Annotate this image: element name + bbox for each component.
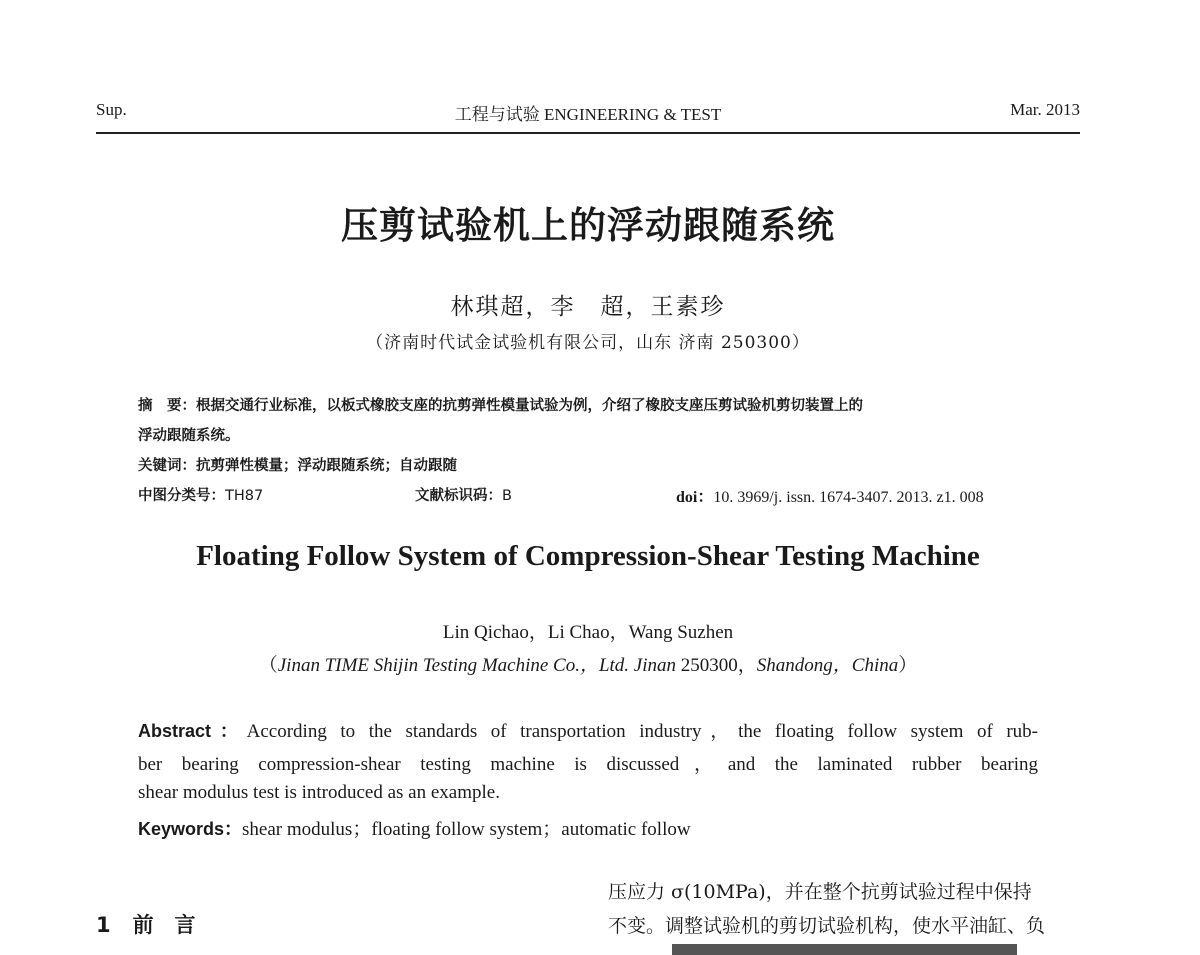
abstract-en-text-1: According to the standards of transportation industry，the floating follow system of rub- (246, 721, 1038, 742)
keywords-cn (138, 454, 457, 475)
keywords-cn-text: 抗剪弹性模量；浮动跟随系统；自动跟随 (196, 458, 457, 474)
section-number: 1 (96, 913, 111, 937)
affiliation-en-postcode: 250300， (676, 655, 757, 676)
keywords-cn-label: 关键词： (138, 458, 196, 474)
issue-date: Mar. 2013 (1010, 100, 1080, 119)
paper-title-cn: 压剪试验机上的浮动跟随系统 (341, 204, 835, 247)
abstract-cn-text-2: 浮动跟随系统。 (138, 428, 240, 444)
document-code (415, 484, 512, 505)
clc-number (138, 484, 263, 505)
clc-label: 中图分类号： (138, 488, 225, 504)
section-title: 前 言 (132, 913, 196, 937)
abstract-en-label: Abstract： (138, 721, 247, 741)
keywords-en-label: Keywords： (138, 819, 243, 839)
affiliation-en (0, 650, 1176, 677)
journal-name: 工程与试验 ENGINEERING & TEST (454, 105, 722, 124)
keywords-en (138, 814, 691, 841)
affiliation-cn: （济南时代试金试验机有限公司，山东 济南 250300） (366, 333, 810, 353)
abstract-cn-line-1 (138, 394, 863, 415)
abstract-cn-line-2 (138, 424, 240, 445)
paper-title-en: Floating Follow System of Compression-Shear Testing Machine (196, 540, 980, 572)
affiliation-en-region: Shandong，China (756, 655, 899, 676)
abstract-cn-text-1: 根据交通行业标准，以板式橡胶支座的抗剪弹性模量试验为例，介绍了橡胶支座压剪试验机剪切装置上的 (196, 398, 863, 414)
journal-supplement-label: Sup. (96, 100, 127, 119)
body-line-2: 不变。调整试验机的剪切试验机构，使水平油缸、负 (608, 915, 1046, 937)
abstract-cn-label: 摘 要： (138, 398, 196, 414)
affiliation-en-company: Jinan TIME Shijin Testing Machine Co.，Ltd. Jinan (277, 655, 677, 676)
section-heading (96, 909, 196, 939)
abstract-en-line-1 (138, 716, 1038, 743)
affiliation-en-close: ） (898, 655, 918, 676)
doi-label: doi： (676, 489, 714, 506)
doi (676, 484, 984, 507)
clc-value: TH87 (225, 488, 264, 504)
keywords-en-text: shear modulus；floating follow system；automatic follow (242, 819, 691, 840)
body-line-1: 压应力 σ(10MPa)，并在整个抗剪试验过程中保持 (608, 881, 1032, 903)
document-code-label: 文献标识码： (415, 488, 502, 504)
figure-top-edge (672, 944, 1017, 955)
authors-en: Lin Qichao，Li Chao，Wang Suzhen (442, 622, 734, 643)
document-code-value: B (502, 488, 512, 504)
affiliation-en-open: （ (258, 655, 278, 676)
abstract-en-line-3: shear modulus test is introduced as an example. (138, 782, 500, 803)
doi-value: 10. 3969/j. issn. 1674-3407. 2013. z1. 008 (713, 489, 984, 506)
header-rule (96, 132, 1080, 134)
authors-cn: 林琪超，李 超，王素珍 (450, 294, 726, 320)
abstract-en-line-2: ber bearing compression-shear testing machine is discussed，and the laminated rubber bearing (138, 754, 1038, 775)
